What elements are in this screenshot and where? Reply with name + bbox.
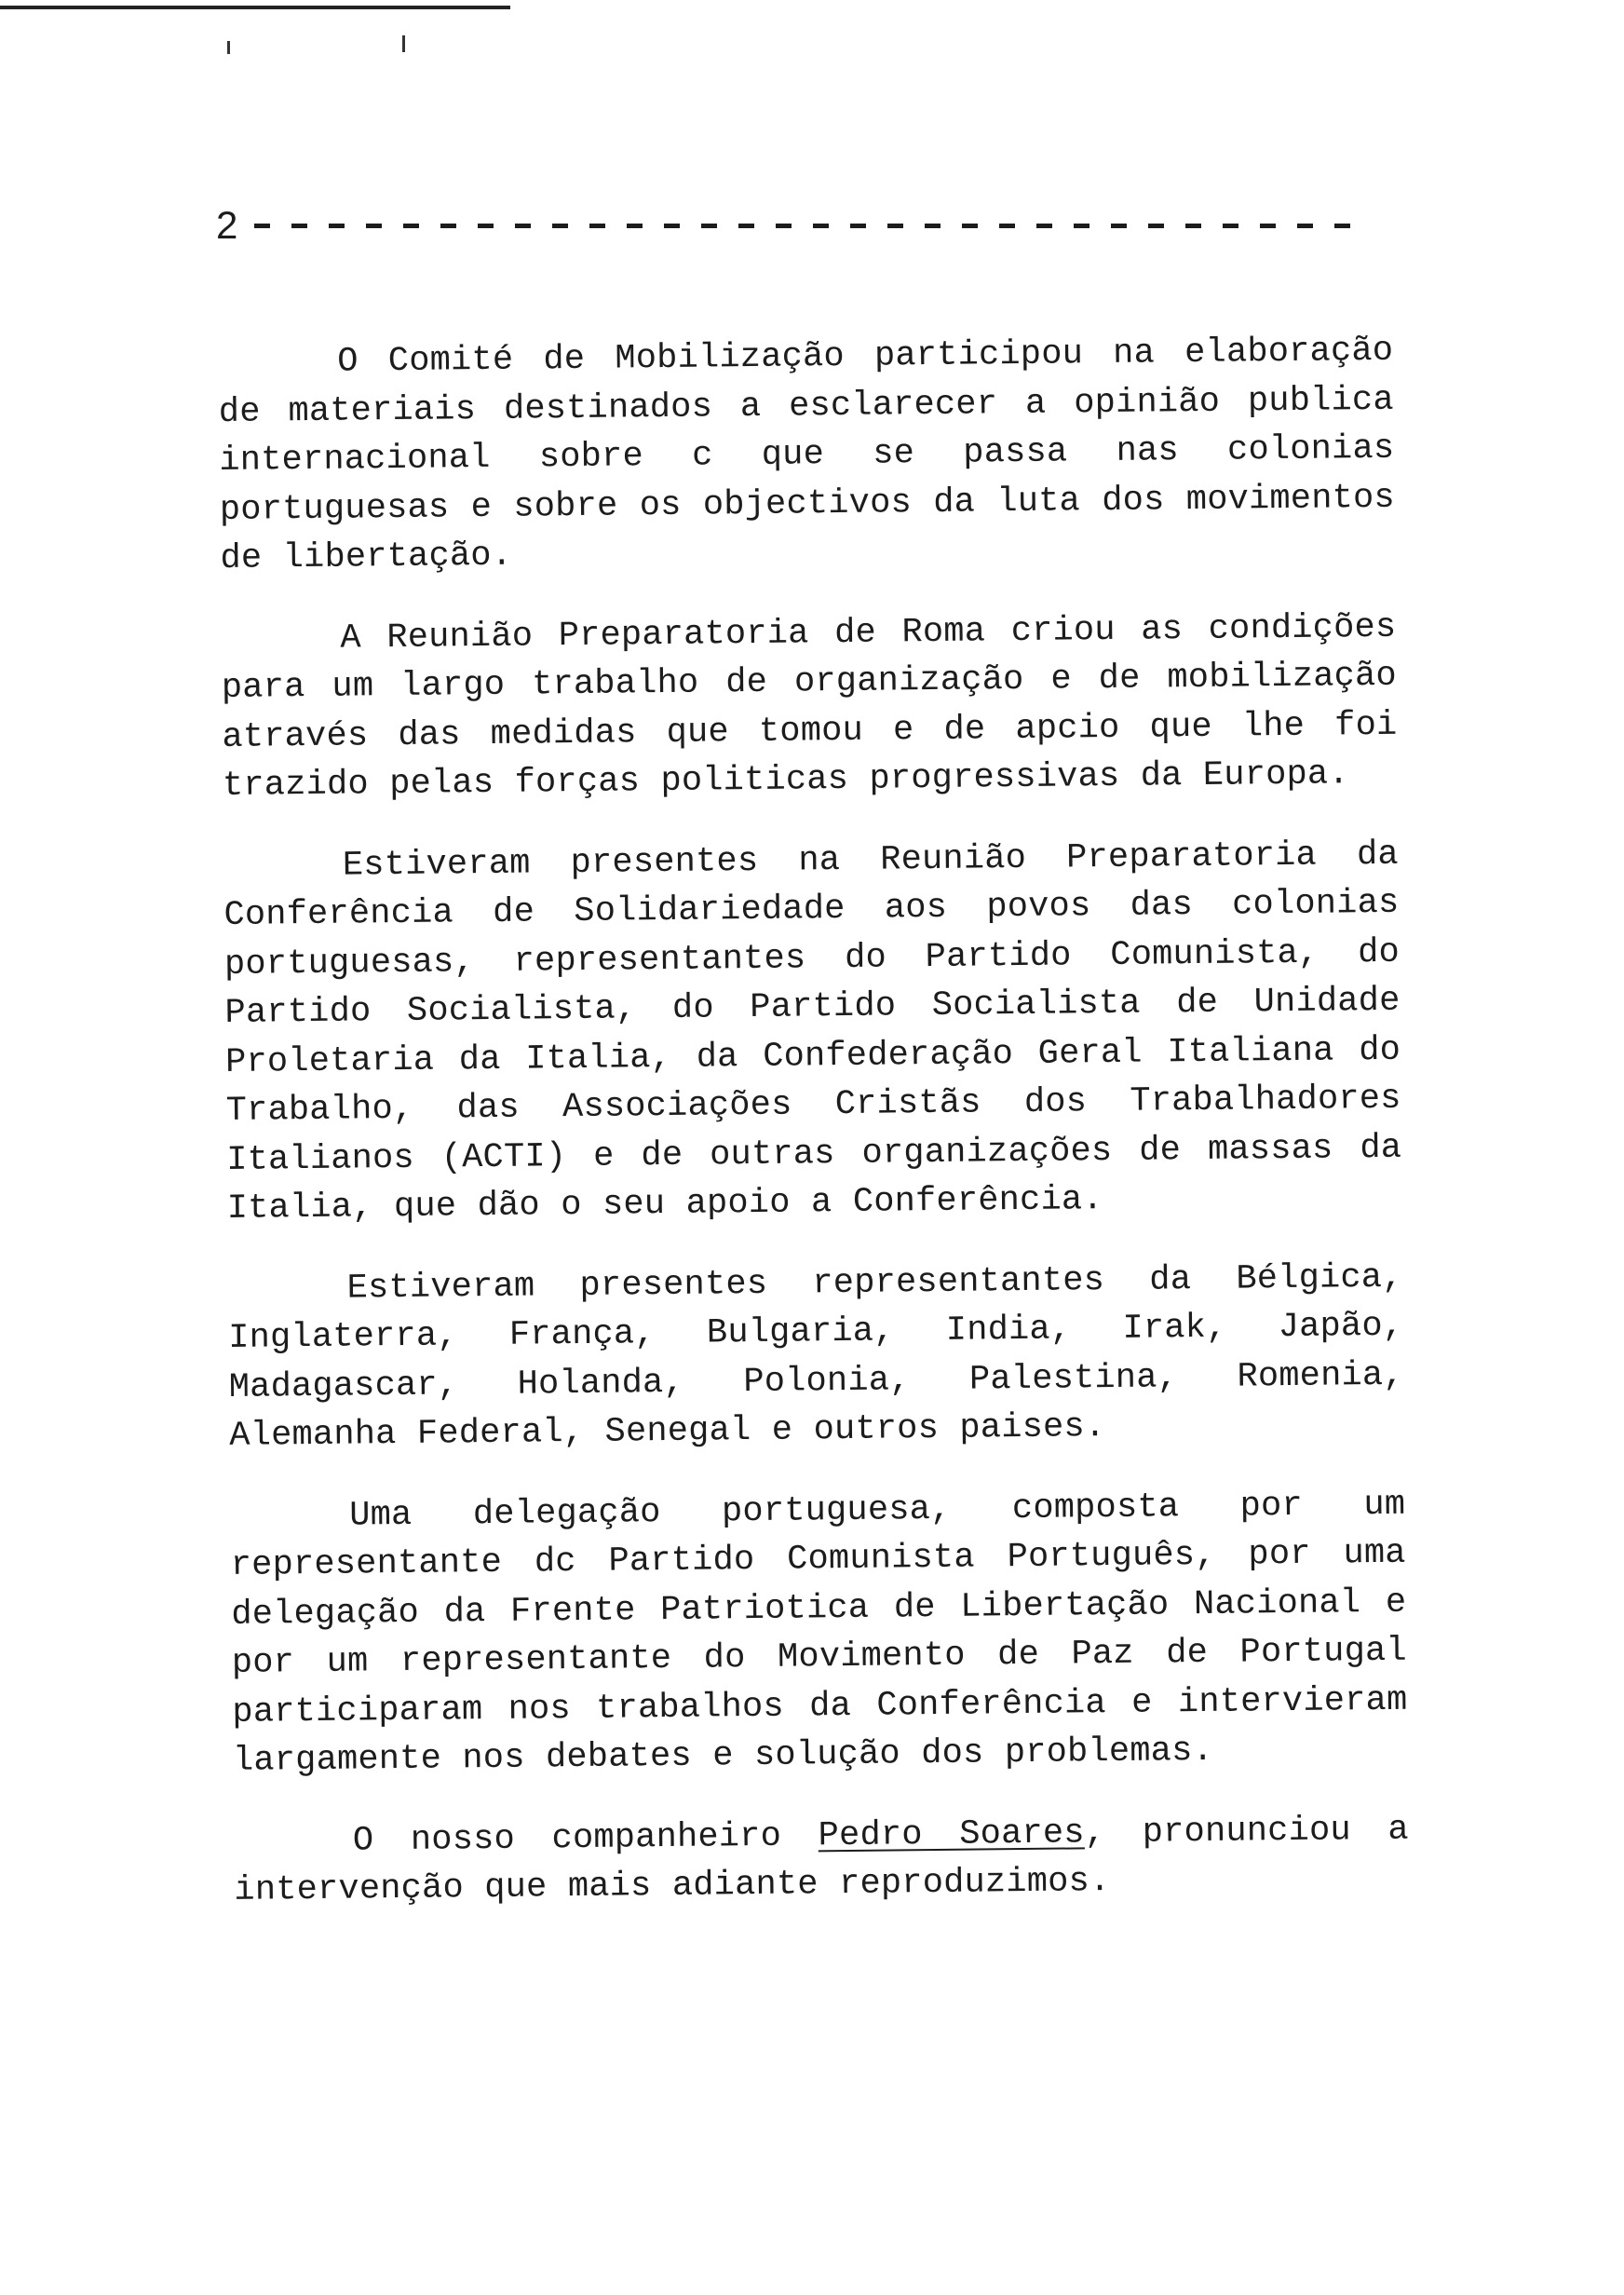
speaker-name: Pedro Soares bbox=[818, 1813, 1085, 1855]
paragraph-delegacao-portuguesa: Uma delegação portuguesa, composta por um representante dc Partido Comunista Português, por uma delegação da Frente Patriotica de Libertação Nacional e por um representante do Movimento de Paz de Portugal participaram nos trabalhos da Conferência e intervieram largamente nos debates e solução dos problemas. bbox=[230, 1485, 1408, 1781]
paragraph-intervencao bbox=[234, 1805, 1410, 1915]
header-dash-rule bbox=[254, 224, 1361, 228]
document-body bbox=[218, 327, 1410, 1948]
page-header bbox=[216, 197, 1361, 253]
intervencao-lead-text: O nosso companheiro bbox=[352, 1815, 819, 1861]
intervencao-tail-text: , pronunciou a intervenção que mais adiante reproduzimos. bbox=[234, 1810, 1410, 1910]
margin-mark bbox=[227, 41, 230, 54]
paragraph-comite-mobilizacao: O Comité de Mobilização participou na elaboração de materiais destinados a esclarecer a opinião publica internacional sobre c que se passa nas colonias portuguesas e sobre os objectivos da luta dos movimentos de libertação. bbox=[218, 331, 1396, 578]
paragraph-reuniao-preparatoria: A Reunião Preparatoria de Roma criou as condições para um largo trabalho de organização e de mobilização através das medidas que tomou e de apcio que lhe foi trazido pelas forças politicas progressivas da Europa. bbox=[221, 607, 1398, 806]
margin-mark bbox=[402, 35, 405, 52]
page-number: 2 bbox=[216, 203, 238, 247]
paragraph-presentes-italia: Estiveram presentes na Reunião Preparatoria da Conferência de Solidariedade aos povos das colonias portuguesas, representantes do Partido Comunista, do Partido Socialista, do Partido Socialista de Unidade Proletaria da Italia, da Confederação Geral Italiana do Trabalho, das Associações Cristãs dos Trabalhadores Italianos (ACTI) e de outras organizações de massas da Italia, que dão o seu apoio a Conferência. bbox=[223, 835, 1402, 1229]
top-edge-rule bbox=[0, 6, 510, 9]
paragraph-presentes-paises: Estiveram presentes representantes da Bélgica, Inglaterra, França, Bulgaria, India, Irak, Japão, Madagascar, Holanda, Polonia, Palestina, Romenia, Alemanha Federal, Senegal e outros paises. bbox=[228, 1257, 1404, 1456]
